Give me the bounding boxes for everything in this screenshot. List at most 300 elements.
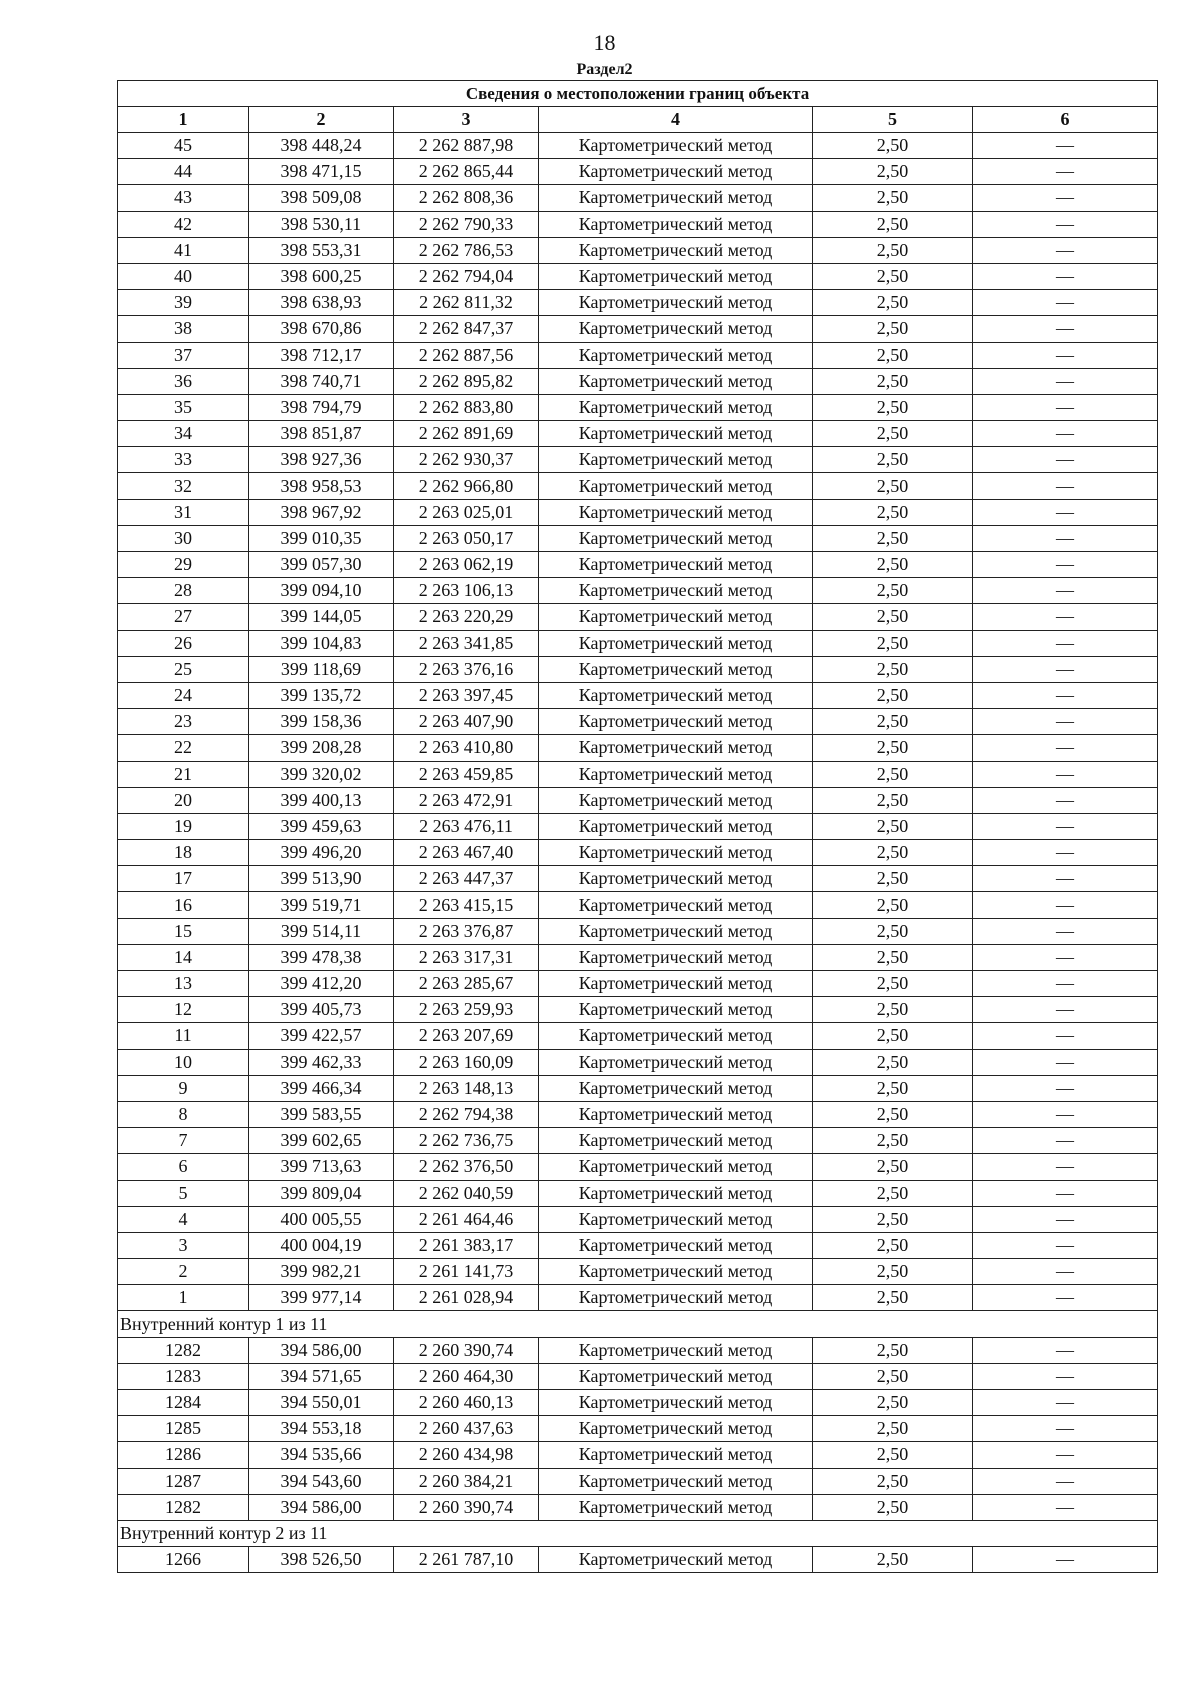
y-coordinate-cell: 2 262 794,38 <box>394 1101 539 1127</box>
point-number-cell: 24 <box>118 682 249 708</box>
y-coordinate-cell: 2 262 891,69 <box>394 421 539 447</box>
accuracy-cell: 2,50 <box>813 394 973 420</box>
y-coordinate-cell: 2 263 207,69 <box>394 1023 539 1049</box>
table-row <box>118 552 1158 578</box>
table-row <box>118 237 1158 263</box>
accuracy-cell: 2,50 <box>813 709 973 735</box>
y-coordinate-cell: 2 262 790,33 <box>394 211 539 237</box>
description-cell: — <box>973 918 1158 944</box>
table-row <box>118 1154 1158 1180</box>
y-coordinate-cell: 2 261 787,10 <box>394 1547 539 1573</box>
description-cell: — <box>973 630 1158 656</box>
y-coordinate-cell: 2 261 028,94 <box>394 1285 539 1311</box>
method-cell: Картометрический метод <box>539 499 813 525</box>
accuracy-cell: 2,50 <box>813 971 973 997</box>
accuracy-cell: 2,50 <box>813 656 973 682</box>
table-row <box>118 1416 1158 1442</box>
x-coordinate-cell: 394 543,60 <box>249 1468 394 1494</box>
x-coordinate-cell: 394 535,66 <box>249 1442 394 1468</box>
table-row <box>118 604 1158 630</box>
accuracy-cell: 2,50 <box>813 1232 973 1258</box>
y-coordinate-cell: 2 262 865,44 <box>394 159 539 185</box>
table-row <box>118 159 1158 185</box>
point-number-cell: 23 <box>118 709 249 735</box>
accuracy-cell: 2,50 <box>813 1494 973 1520</box>
x-coordinate-cell: 399 519,71 <box>249 892 394 918</box>
point-number-cell: 31 <box>118 499 249 525</box>
table-header-row <box>118 107 1158 133</box>
y-coordinate-cell: 2 263 259,93 <box>394 997 539 1023</box>
table-row <box>118 1547 1158 1573</box>
point-number-cell: 43 <box>118 185 249 211</box>
method-cell: Картометрический метод <box>539 1468 813 1494</box>
accuracy-cell: 2,50 <box>813 1154 973 1180</box>
table-row <box>118 840 1158 866</box>
y-coordinate-cell: 2 263 050,17 <box>394 525 539 551</box>
accuracy-cell: 2,50 <box>813 1180 973 1206</box>
description-cell: — <box>973 1128 1158 1154</box>
point-number-cell: 1283 <box>118 1363 249 1389</box>
y-coordinate-cell: 2 262 040,59 <box>394 1180 539 1206</box>
point-number-cell: 42 <box>118 211 249 237</box>
accuracy-cell: 2,50 <box>813 866 973 892</box>
y-coordinate-cell: 2 262 966,80 <box>394 473 539 499</box>
accuracy-cell: 2,50 <box>813 1468 973 1494</box>
method-cell: Картометрический метод <box>539 1442 813 1468</box>
method-cell: Картометрический метод <box>539 944 813 970</box>
point-number-cell: 8 <box>118 1101 249 1127</box>
point-number-cell: 45 <box>118 133 249 159</box>
table-row <box>118 1259 1158 1285</box>
method-cell: Картометрический метод <box>539 1023 813 1049</box>
x-coordinate-cell: 394 553,18 <box>249 1416 394 1442</box>
description-cell: — <box>973 656 1158 682</box>
accuracy-cell: 2,50 <box>813 735 973 761</box>
method-cell: Картометрический метод <box>539 761 813 787</box>
point-number-cell: 32 <box>118 473 249 499</box>
description-cell: — <box>973 394 1158 420</box>
description-cell: — <box>973 761 1158 787</box>
y-coordinate-cell: 2 260 437,63 <box>394 1416 539 1442</box>
description-cell: — <box>973 1075 1158 1101</box>
table-body <box>118 81 1158 1573</box>
table-row <box>118 866 1158 892</box>
point-number-cell: 44 <box>118 159 249 185</box>
description-cell: — <box>973 997 1158 1023</box>
accuracy-cell: 2,50 <box>813 813 973 839</box>
point-number-cell: 17 <box>118 866 249 892</box>
point-number-cell: 33 <box>118 447 249 473</box>
x-coordinate-cell: 399 462,33 <box>249 1049 394 1075</box>
accuracy-cell: 2,50 <box>813 761 973 787</box>
x-coordinate-cell: 398 958,53 <box>249 473 394 499</box>
y-coordinate-cell: 2 263 397,45 <box>394 682 539 708</box>
x-coordinate-cell: 400 004,19 <box>249 1232 394 1258</box>
point-number-cell: 14 <box>118 944 249 970</box>
accuracy-cell: 2,50 <box>813 237 973 263</box>
x-coordinate-cell: 399 405,73 <box>249 997 394 1023</box>
point-number-cell: 7 <box>118 1128 249 1154</box>
description-cell: — <box>973 263 1158 289</box>
point-number-cell: 1282 <box>118 1337 249 1363</box>
accuracy-cell: 2,50 <box>813 1101 973 1127</box>
point-number-cell: 25 <box>118 656 249 682</box>
x-coordinate-cell: 394 586,00 <box>249 1494 394 1520</box>
method-cell: Картометрический метод <box>539 525 813 551</box>
description-cell: — <box>973 1337 1158 1363</box>
point-number-cell: 20 <box>118 787 249 813</box>
point-number-cell: 34 <box>118 421 249 447</box>
table-row <box>118 1468 1158 1494</box>
accuracy-cell: 2,50 <box>813 630 973 656</box>
table-row <box>118 997 1158 1023</box>
method-cell: Картометрический метод <box>539 1259 813 1285</box>
y-coordinate-cell: 2 263 025,01 <box>394 499 539 525</box>
table-row <box>118 342 1158 368</box>
y-coordinate-cell: 2 262 895,82 <box>394 368 539 394</box>
method-cell: Картометрический метод <box>539 1101 813 1127</box>
contour-label: Внутренний контур 1 из 11 <box>118 1311 1158 1337</box>
accuracy-cell: 2,50 <box>813 1390 973 1416</box>
point-number-cell: 26 <box>118 630 249 656</box>
contour-header-row <box>118 1520 1158 1546</box>
table-row <box>118 263 1158 289</box>
method-cell: Картометрический метод <box>539 604 813 630</box>
point-number-cell: 11 <box>118 1023 249 1049</box>
accuracy-cell: 2,50 <box>813 1442 973 1468</box>
x-coordinate-cell: 399 400,13 <box>249 787 394 813</box>
description-cell: — <box>973 709 1158 735</box>
x-coordinate-cell: 399 478,38 <box>249 944 394 970</box>
table-row <box>118 656 1158 682</box>
accuracy-cell: 2,50 <box>813 368 973 394</box>
x-coordinate-cell: 398 670,86 <box>249 316 394 342</box>
description-cell: — <box>973 813 1158 839</box>
description-cell: — <box>973 1547 1158 1573</box>
description-cell: — <box>973 552 1158 578</box>
table-row <box>118 316 1158 342</box>
description-cell: — <box>973 1023 1158 1049</box>
contour-label: Внутренний контур 2 из 11 <box>118 1520 1158 1546</box>
point-number-cell: 37 <box>118 342 249 368</box>
y-coordinate-cell: 2 262 847,37 <box>394 316 539 342</box>
x-coordinate-cell: 398 509,08 <box>249 185 394 211</box>
table-title: Сведения о местоположении границ объекта <box>118 81 1158 107</box>
accuracy-cell: 2,50 <box>813 892 973 918</box>
y-coordinate-cell: 2 262 376,50 <box>394 1154 539 1180</box>
x-coordinate-cell: 399 422,57 <box>249 1023 394 1049</box>
y-coordinate-cell: 2 262 811,32 <box>394 290 539 316</box>
accuracy-cell: 2,50 <box>813 1416 973 1442</box>
y-coordinate-cell: 2 261 383,17 <box>394 1232 539 1258</box>
point-number-cell: 15 <box>118 918 249 944</box>
point-number-cell: 1284 <box>118 1390 249 1416</box>
method-cell: Картометрический метод <box>539 342 813 368</box>
x-coordinate-cell: 398 712,17 <box>249 342 394 368</box>
boundary-coordinates-table <box>117 80 1158 1573</box>
accuracy-cell: 2,50 <box>813 525 973 551</box>
description-cell: — <box>973 1468 1158 1494</box>
method-cell: Картометрический метод <box>539 1363 813 1389</box>
method-cell: Картометрический метод <box>539 1075 813 1101</box>
description-cell: — <box>973 604 1158 630</box>
x-coordinate-cell: 399 320,02 <box>249 761 394 787</box>
table-row <box>118 1128 1158 1154</box>
y-coordinate-cell: 2 260 384,21 <box>394 1468 539 1494</box>
point-number-cell: 1285 <box>118 1416 249 1442</box>
y-coordinate-cell: 2 263 467,40 <box>394 840 539 866</box>
y-coordinate-cell: 2 262 887,56 <box>394 342 539 368</box>
description-cell: — <box>973 944 1158 970</box>
y-coordinate-cell: 2 260 464,30 <box>394 1363 539 1389</box>
table-row <box>118 578 1158 604</box>
description-cell: — <box>973 368 1158 394</box>
point-number-cell: 1282 <box>118 1494 249 1520</box>
y-coordinate-cell: 2 262 794,04 <box>394 263 539 289</box>
table-row <box>118 735 1158 761</box>
point-number-cell: 19 <box>118 813 249 839</box>
y-coordinate-cell: 2 260 390,74 <box>394 1337 539 1363</box>
point-number-cell: 38 <box>118 316 249 342</box>
x-coordinate-cell: 399 513,90 <box>249 866 394 892</box>
method-cell: Картометрический метод <box>539 997 813 1023</box>
point-number-cell: 3 <box>118 1232 249 1258</box>
table-title-row <box>118 81 1158 107</box>
method-cell: Картометрический метод <box>539 656 813 682</box>
x-coordinate-cell: 399 094,10 <box>249 578 394 604</box>
table-row <box>118 787 1158 813</box>
x-coordinate-cell: 399 583,55 <box>249 1101 394 1127</box>
x-coordinate-cell: 399 466,34 <box>249 1075 394 1101</box>
description-cell: — <box>973 971 1158 997</box>
y-coordinate-cell: 2 262 887,98 <box>394 133 539 159</box>
description-cell: — <box>973 735 1158 761</box>
point-number-cell: 6 <box>118 1154 249 1180</box>
x-coordinate-cell: 398 530,11 <box>249 211 394 237</box>
method-cell: Картометрический метод <box>539 552 813 578</box>
table-row <box>118 682 1158 708</box>
method-cell: Картометрический метод <box>539 918 813 944</box>
description-cell: — <box>973 787 1158 813</box>
x-coordinate-cell: 399 104,83 <box>249 630 394 656</box>
accuracy-cell: 2,50 <box>813 133 973 159</box>
y-coordinate-cell: 2 263 407,90 <box>394 709 539 735</box>
table-row <box>118 290 1158 316</box>
description-cell: — <box>973 1363 1158 1389</box>
y-coordinate-cell: 2 263 376,16 <box>394 656 539 682</box>
accuracy-cell: 2,50 <box>813 578 973 604</box>
method-cell: Картометрический метод <box>539 787 813 813</box>
y-coordinate-cell: 2 263 062,19 <box>394 552 539 578</box>
point-number-cell: 36 <box>118 368 249 394</box>
description-cell: — <box>973 682 1158 708</box>
x-coordinate-cell: 399 135,72 <box>249 682 394 708</box>
table-row <box>118 368 1158 394</box>
point-number-cell: 16 <box>118 892 249 918</box>
description-cell: — <box>973 1416 1158 1442</box>
x-coordinate-cell: 394 550,01 <box>249 1390 394 1416</box>
description-cell: — <box>973 1285 1158 1311</box>
table-row <box>118 971 1158 997</box>
accuracy-cell: 2,50 <box>813 211 973 237</box>
method-cell: Картометрический метод <box>539 735 813 761</box>
accuracy-cell: 2,50 <box>813 1049 973 1075</box>
accuracy-cell: 2,50 <box>813 918 973 944</box>
description-cell: — <box>973 1390 1158 1416</box>
y-coordinate-cell: 2 260 460,13 <box>394 1390 539 1416</box>
method-cell: Картометрический метод <box>539 682 813 708</box>
method-cell: Картометрический метод <box>539 1180 813 1206</box>
method-cell: Картометрический метод <box>539 866 813 892</box>
table-row <box>118 1232 1158 1258</box>
point-number-cell: 4 <box>118 1206 249 1232</box>
x-coordinate-cell: 398 448,24 <box>249 133 394 159</box>
description-cell: — <box>973 866 1158 892</box>
accuracy-cell: 2,50 <box>813 1285 973 1311</box>
method-cell: Картометрический метод <box>539 1547 813 1573</box>
table-row <box>118 525 1158 551</box>
point-number-cell: 30 <box>118 525 249 551</box>
x-coordinate-cell: 399 809,04 <box>249 1180 394 1206</box>
y-coordinate-cell: 2 263 410,80 <box>394 735 539 761</box>
method-cell: Картометрический метод <box>539 421 813 447</box>
y-coordinate-cell: 2 263 160,09 <box>394 1049 539 1075</box>
method-cell: Картометрический метод <box>539 630 813 656</box>
method-cell: Картометрический метод <box>539 709 813 735</box>
description-cell: — <box>973 1180 1158 1206</box>
point-number-cell: 40 <box>118 263 249 289</box>
x-coordinate-cell: 399 496,20 <box>249 840 394 866</box>
y-coordinate-cell: 2 263 376,87 <box>394 918 539 944</box>
point-number-cell: 29 <box>118 552 249 578</box>
point-number-cell: 12 <box>118 997 249 1023</box>
accuracy-cell: 2,50 <box>813 552 973 578</box>
y-coordinate-cell: 2 263 148,13 <box>394 1075 539 1101</box>
table-row <box>118 892 1158 918</box>
description-cell: — <box>973 237 1158 263</box>
table-row <box>118 1101 1158 1127</box>
accuracy-cell: 2,50 <box>813 682 973 708</box>
method-cell: Картометрический метод <box>539 578 813 604</box>
y-coordinate-cell: 2 261 464,46 <box>394 1206 539 1232</box>
x-coordinate-cell: 398 740,71 <box>249 368 394 394</box>
description-cell: — <box>973 525 1158 551</box>
y-coordinate-cell: 2 263 317,31 <box>394 944 539 970</box>
accuracy-cell: 2,50 <box>813 1259 973 1285</box>
accuracy-cell: 2,50 <box>813 1363 973 1389</box>
method-cell: Картометрический метод <box>539 159 813 185</box>
description-cell: — <box>973 211 1158 237</box>
table-row <box>118 1442 1158 1468</box>
table-row <box>118 1390 1158 1416</box>
accuracy-cell: 2,50 <box>813 1206 973 1232</box>
y-coordinate-cell: 2 262 883,80 <box>394 394 539 420</box>
contour-header-row <box>118 1311 1158 1337</box>
method-cell: Картометрический метод <box>539 892 813 918</box>
page-number: 18 <box>593 30 616 55</box>
table-row <box>118 630 1158 656</box>
y-coordinate-cell: 2 262 808,36 <box>394 185 539 211</box>
column-header: 4 <box>539 107 813 133</box>
table-row <box>118 447 1158 473</box>
x-coordinate-cell: 398 600,25 <box>249 263 394 289</box>
column-header: 2 <box>249 107 394 133</box>
method-cell: Картометрический метод <box>539 840 813 866</box>
description-cell: — <box>973 473 1158 499</box>
method-cell: Картометрический метод <box>539 1337 813 1363</box>
accuracy-cell: 2,50 <box>813 499 973 525</box>
x-coordinate-cell: 398 526,50 <box>249 1547 394 1573</box>
x-coordinate-cell: 399 713,63 <box>249 1154 394 1180</box>
accuracy-cell: 2,50 <box>813 185 973 211</box>
description-cell: — <box>973 840 1158 866</box>
description-cell: — <box>973 1049 1158 1075</box>
accuracy-cell: 2,50 <box>813 604 973 630</box>
method-cell: Картометрический метод <box>539 1206 813 1232</box>
point-number-cell: 5 <box>118 1180 249 1206</box>
method-cell: Картометрический метод <box>539 263 813 289</box>
y-coordinate-cell: 2 263 341,85 <box>394 630 539 656</box>
description-cell: — <box>973 133 1158 159</box>
description-cell: — <box>973 342 1158 368</box>
method-cell: Картометрический метод <box>539 368 813 394</box>
point-number-cell: 1 <box>118 1285 249 1311</box>
x-coordinate-cell: 398 638,93 <box>249 290 394 316</box>
method-cell: Картометрический метод <box>539 813 813 839</box>
accuracy-cell: 2,50 <box>813 159 973 185</box>
description-cell: — <box>973 1101 1158 1127</box>
method-cell: Картометрический метод <box>539 1154 813 1180</box>
table-row <box>118 1075 1158 1101</box>
point-number-cell: 9 <box>118 1075 249 1101</box>
x-coordinate-cell: 398 553,31 <box>249 237 394 263</box>
description-cell: — <box>973 290 1158 316</box>
description-cell: — <box>973 1154 1158 1180</box>
table-row <box>118 1049 1158 1075</box>
y-coordinate-cell: 2 262 786,53 <box>394 237 539 263</box>
point-number-cell: 1287 <box>118 1468 249 1494</box>
method-cell: Картометрический метод <box>539 237 813 263</box>
x-coordinate-cell: 399 602,65 <box>249 1128 394 1154</box>
method-cell: Картометрический метод <box>539 1285 813 1311</box>
y-coordinate-cell: 2 260 390,74 <box>394 1494 539 1520</box>
point-number-cell: 1286 <box>118 1442 249 1468</box>
y-coordinate-cell: 2 263 459,85 <box>394 761 539 787</box>
description-cell: — <box>973 447 1158 473</box>
point-number-cell: 13 <box>118 971 249 997</box>
method-cell: Картометрический метод <box>539 447 813 473</box>
accuracy-cell: 2,50 <box>813 1547 973 1573</box>
method-cell: Картометрический метод <box>539 1416 813 1442</box>
column-header: 5 <box>813 107 973 133</box>
y-coordinate-cell: 2 261 141,73 <box>394 1259 539 1285</box>
description-cell: — <box>973 578 1158 604</box>
point-number-cell: 41 <box>118 237 249 263</box>
method-cell: Картометрический метод <box>539 394 813 420</box>
table-row <box>118 1023 1158 1049</box>
point-number-cell: 21 <box>118 761 249 787</box>
x-coordinate-cell: 399 158,36 <box>249 709 394 735</box>
method-cell: Картометрический метод <box>539 211 813 237</box>
accuracy-cell: 2,50 <box>813 997 973 1023</box>
accuracy-cell: 2,50 <box>813 342 973 368</box>
accuracy-cell: 2,50 <box>813 1337 973 1363</box>
accuracy-cell: 2,50 <box>813 473 973 499</box>
accuracy-cell: 2,50 <box>813 1075 973 1101</box>
table-row <box>118 1337 1158 1363</box>
accuracy-cell: 2,50 <box>813 787 973 813</box>
x-coordinate-cell: 399 144,05 <box>249 604 394 630</box>
